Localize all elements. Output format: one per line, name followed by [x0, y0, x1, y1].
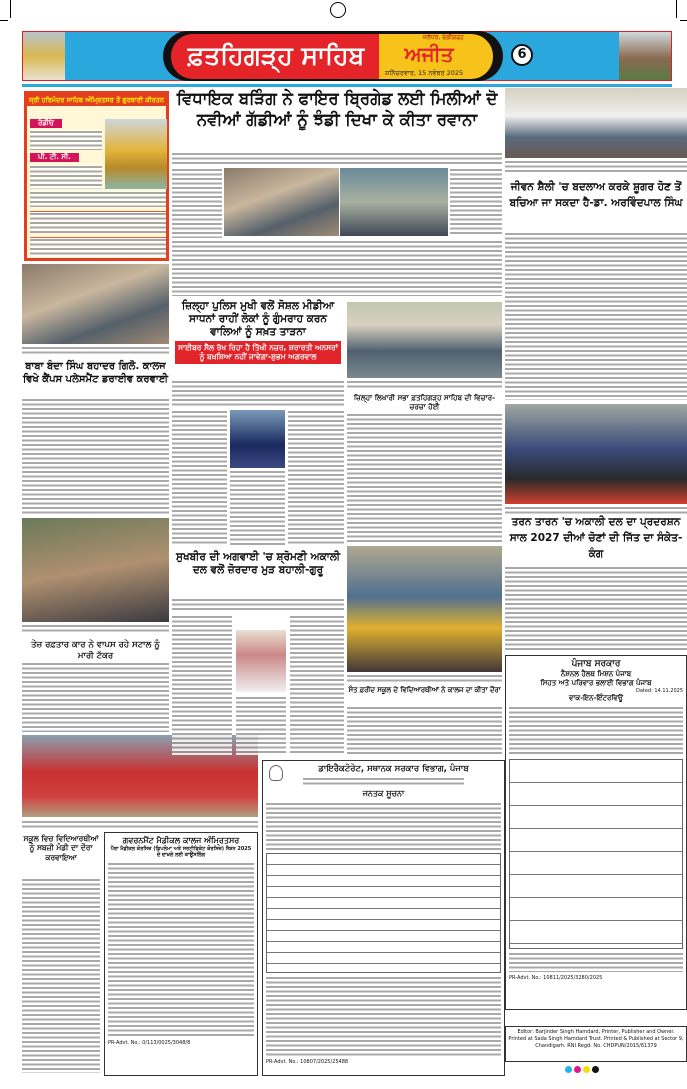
news-photo [505, 404, 687, 504]
notice-title: ਵਾਕ-ਇਨ-ਇੰਟਰਵਿਊ [568, 693, 624, 702]
headline: ਬਾਬਾ ਬੰਦਾ ਸਿੰਘ ਬਹਾਦਰ ਗਿਲੋ. ਕਾਲਜ ਵਿਖੇ ਕੈਂਪਸ ਪਲੇਸਮੈਂਟ ਡਰਾਈਵ ਕਰਵਾਈ [22, 361, 169, 385]
ptc-tag: ਪੀ. ਟੀ. ਸੀ. [30, 153, 79, 162]
police-officer-photo [230, 410, 285, 468]
news-photo [340, 168, 448, 236]
news-photo [505, 88, 687, 158]
ad-subtitle: ਪੈਰਾ ਮੈਡੀਕਲ ਕੋਰਸਿਜ਼ (ਡਿਪਲੋਮਾ ਅਤੇ ਸਰਟੀਫਿਕੇਟ ਕੋਰਸਿਜ਼) ਸੈਸ਼ਨ 2025 ਦੇ ਦਾਖ਼ਲੇ ਲਈ ਕਾਊਂਸਲਿੰਗ [110, 846, 252, 859]
gurbani-ad [24, 91, 169, 261]
news-photo [224, 168, 339, 236]
page-number: 6 [511, 44, 533, 66]
notice-title: ਜਨਤਕ ਸੂਚਨਾ [362, 788, 405, 798]
brand-logo: ਅਜੀਤ [404, 42, 454, 66]
gurdwara-image [23, 32, 65, 80]
headline: ਜ਼ਿਲ੍ਹਾ ਲਿਖਾਰੀ ਸਭਾ ਫ਼ਤਹਿਗੜ੍ਹ ਸਾਹਿਬ ਦੀ ਵਿਚਾਰ-ਚਰਚਾ ਹੋਈ [353, 393, 496, 411]
subheadline: ਸਾਈਬਰ ਸੈੱਲ ਰੱਖ ਰਿਹਾ ਹੈ ਤਿੱਖੀ ਨਜ਼ਰ, ਸ਼ਰਾਰਤੀ ਅਨਸਰਾਂ ਨੂੰ ਬਖ਼ਸ਼ਿਆ ਨਹੀਂ ਜਾਵੇਗਾ-ਸ਼ੁਭਮ ਅਗਰਵਾਲ [175, 341, 341, 364]
registration-mark-icon [330, 2, 346, 18]
ad-line: ਨੈਸ਼ਨਲ ਹੈਲਥ ਮਿਸ਼ਨ ਪੰਜਾਬ [560, 670, 632, 679]
ad-ref: PR-Advt. No.: 10811/2025/3280/2025 [509, 974, 603, 981]
news-photo [347, 302, 502, 378]
masthead-title: ਫ਼ਤਹਿਗੜ੍ਹ ਸਾਹਿਬ [187, 41, 365, 70]
punjab-emblem-icon [269, 765, 283, 781]
headline: ਜ਼ਿਲ੍ਹਾ ਪੁਲਿਸ ਮੁਖੀ ਵਲੋਂ ਸੋਸ਼ਲ ਮੀਡੀਆ ਸਾਧਨਾਂ ਰਾਹੀਂ ਲੋਕਾਂ ਨੂੰ ਗੁੰਮਰਾਹ ਕਰਨ ਵਾਲਿਆਂ ਨੂੰ ਸਖ਼ਤ ਤਾੜਨਾ [181, 300, 335, 339]
ad-ref: PR-Advt. No.: 10807/2025/25488 [266, 1058, 349, 1065]
medical-college-ad [104, 832, 258, 1076]
news-photo [22, 264, 169, 344]
headline: ਤਰਨ ਤਾਰਨ 'ਚ ਅਕਾਲੀ ਦਲ ਦਾ ਪ੍ਰਦਰਸ਼ਨ ਸਾਲ 2027 ਦੀਆਂ ਚੋਣਾਂ ਦੀ ਜਿੱਤ ਦਾ ਸੰਕੇਤ-ਕੰਗ [509, 516, 683, 560]
monument-image [619, 32, 671, 80]
news-photo [22, 518, 169, 622]
masthead [22, 31, 672, 81]
headline: ਸੰਤ ਫ਼ਰੀਦ ਸਕੂਲ ਦੇ ਵਿਦਿਆਰਥੀਆਂ ਨੇ ਕਾਲਜ ਦਾ ਕੀਤਾ ਦੌਰਾ [348, 686, 501, 694]
politician-portrait [236, 630, 286, 692]
news-photo [347, 546, 502, 672]
lead-headline: ਵਿਧਾਇਕ ਬੜਿੰਗ ਨੇ ਫਾਇਰ ਬ੍ਰਿਗੇਡ ਲਈ ਮਿਲੀਆਂ ਦੋ ਨਵੀਆਂ ਗੱਡੀਆਂ ਨੂੰ ਝੰਡੀ ਦਿਖਾ ਕੇ ਕੀਤਾ ਰਵਾਨਾ [176, 89, 498, 130]
headline: ਸੁਖਬੀਰ ਦੀ ਅਗਵਾਈ 'ਚ ਸ਼੍ਰੋਮਣੀ ਅਕਾਲੀ ਦਲ ਵਲੋਂ ਜ਼ੋਰਦਾਰ ਮੁੜ ਬਹਾਲੀ-ਗੁਰੂ [175, 551, 341, 577]
date: ਸ਼ਨਿੱਚਰਵਾਰ, 15 ਨਵੰਬਰ 2025 [385, 69, 464, 77]
headline: ਜੀਵਨ ਸ਼ੈਲੀ 'ਚ ਬਦਲਾਅ ਕਰਕੇ ਸ਼ੂਗਰ ਹੋਣ ਤੋਂ ਬਚਿਆ ਜਾ ਸਕਦਾ ਹੈ-ਡਾ. ਅਰਵਿੰਦਪਾਲ ਸਿੰਘ [509, 181, 683, 209]
health-mission-ad [505, 655, 687, 1010]
ad-title: ਪੰਜਾਬ ਸਰਕਾਰ [571, 659, 621, 669]
color-registration-dots [565, 1066, 599, 1073]
imprint: Editor: Barjinder Singh Hamdard, Printer, Publisher and Owner. Printed at Sada Singh Hamdard Trust. Printed & Published at Sector 9, Chandigarh. RNI Regd. No. CHDPUN/2015/61379 [505, 1026, 687, 1062]
directorate-notice-ad [262, 760, 505, 1076]
ad-title: ਗਵਰਨਮੈਂਟ ਮੈਡੀਕਲ ਕਾਲਜ ਅੰਮ੍ਰਿਤਸਰ [122, 836, 240, 845]
ad-title: ਡਾਇਰੈਕਟੋਰੇਟ, ਸਥਾਨਕ ਸਰਕਾਰ ਵਿਭਾਗ, ਪੰਜਾਬ [318, 764, 469, 774]
ad-line: ਸਿਹਤ ਅਤੇ ਪਰਿਵਾਰ ਭਲਾਈ ਵਿਭਾਗ ਪੰਜਾਬ [540, 679, 652, 687]
ad-title: ਸ੍ਰੀ ਹਰਿਮੰਦਰ ਸਾਹਿਬ ਅੰਮ੍ਰਿਤਸਰ ਤੋਂ ਗੁਰਬਾਣੀ ਕੀਰਤਨ [27, 94, 166, 106]
golden-temple-image [105, 119, 167, 189]
headline: ਸਕੂਲ ਵਿਚ ਵਿਦਿਆਰਥੀਆਂ ਨੂੰ ਸਬਜ਼ੀ ਮੰਡੀ ਦਾ ਦੌਰਾ ਕਰਵਾਇਆ [23, 834, 99, 862]
radio-tag: ਰੇਡੀਓ [30, 119, 62, 128]
headline: ਤੇਜ਼ ਰਫ਼ਤਾਰ ਕਾਰ ਨੇ ਵਾਪਸ ਰਹੇ ਸਟਾਲ ਨੂੰ ਮਾਰੀ ਟੱਕਰ [31, 640, 160, 661]
ad-ref: PR-Advt. No.: 0/113/0025/3048/8 [108, 1039, 191, 1046]
ad-date: Dated: 14.11.2025 [635, 687, 683, 694]
edition: ਜਲੰਧਰ, ਚੰਡੀਗੜ੍ਹ [423, 34, 464, 41]
